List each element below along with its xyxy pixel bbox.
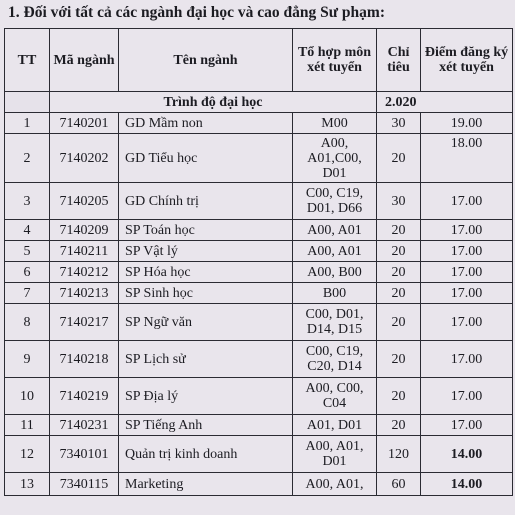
row-tt: 8 bbox=[5, 304, 50, 341]
row-quota: 30 bbox=[377, 183, 421, 220]
row-quota: 30 bbox=[377, 113, 421, 134]
row-name: SP Lịch sử bbox=[119, 341, 293, 378]
row-score: 17.00 bbox=[421, 304, 513, 341]
row-combo: A00, C00, C04 bbox=[293, 378, 377, 415]
row-score: 17.00 bbox=[421, 283, 513, 304]
row-quota: 20 bbox=[377, 283, 421, 304]
table-row bbox=[5, 134, 513, 183]
table-row bbox=[5, 304, 513, 341]
row-tt: 13 bbox=[5, 473, 50, 496]
row-combo: A01, D01 bbox=[293, 415, 377, 436]
header-score: Điểm đăng ký xét tuyển bbox=[421, 29, 513, 92]
row-score: 17.00 bbox=[421, 262, 513, 283]
row-combo: M00 bbox=[293, 113, 377, 134]
row-code: 7140211 bbox=[50, 241, 119, 262]
row-quota: 20 bbox=[377, 220, 421, 241]
row-score: 14.00 bbox=[421, 473, 513, 496]
row-code: 7140201 bbox=[50, 113, 119, 134]
row-name: SP Địa lý bbox=[119, 378, 293, 415]
table-row bbox=[5, 262, 513, 283]
row-tt: 10 bbox=[5, 378, 50, 415]
row-name: GD Mầm non bbox=[119, 113, 293, 134]
row-name: SP Ngữ văn bbox=[119, 304, 293, 341]
row-score: 14.00 bbox=[421, 436, 513, 473]
row-code: 7140231 bbox=[50, 415, 119, 436]
row-tt: 4 bbox=[5, 220, 50, 241]
table-row bbox=[5, 241, 513, 262]
row-code: 7140217 bbox=[50, 304, 119, 341]
table-row bbox=[5, 341, 513, 378]
row-name: GD Tiểu học bbox=[119, 134, 293, 183]
row-code: 7140218 bbox=[50, 341, 119, 378]
row-quota: 60 bbox=[377, 473, 421, 496]
row-score: 18.00 bbox=[421, 134, 513, 183]
table-row bbox=[5, 436, 513, 473]
header-name: Tên ngành bbox=[119, 29, 293, 92]
row-name: SP Tiếng Anh bbox=[119, 415, 293, 436]
row-tt: 9 bbox=[5, 341, 50, 378]
row-score: 17.00 bbox=[421, 378, 513, 415]
row-code: 7140209 bbox=[50, 220, 119, 241]
table-row bbox=[5, 415, 513, 436]
header-combo: Tổ hợp môn xét tuyển bbox=[293, 29, 377, 92]
table-row bbox=[5, 183, 513, 220]
row-code: 7140202 bbox=[50, 134, 119, 183]
row-name: Quản trị kinh doanh bbox=[119, 436, 293, 473]
row-score: 19.00 bbox=[421, 113, 513, 134]
row-code: 7340115 bbox=[50, 473, 119, 496]
row-name: GD Chính trị bbox=[119, 183, 293, 220]
row-tt: 6 bbox=[5, 262, 50, 283]
row-tt: 5 bbox=[5, 241, 50, 262]
section-label: Trình độ đại học bbox=[50, 92, 377, 113]
row-quota: 20 bbox=[377, 341, 421, 378]
row-quota: 20 bbox=[377, 378, 421, 415]
row-quota: 20 bbox=[377, 134, 421, 183]
row-tt: 11 bbox=[5, 415, 50, 436]
row-combo: A00, B00 bbox=[293, 262, 377, 283]
row-name: SP Hóa học bbox=[119, 262, 293, 283]
table-row bbox=[5, 473, 513, 496]
section-row bbox=[5, 92, 513, 113]
table-row bbox=[5, 378, 513, 415]
row-combo: A00, A01, D01 bbox=[293, 436, 377, 473]
header-quota: Chỉ tiêu bbox=[377, 29, 421, 92]
section-blank-cell bbox=[5, 92, 50, 113]
row-name: SP Sinh học bbox=[119, 283, 293, 304]
table-row bbox=[5, 113, 513, 134]
table-row bbox=[5, 220, 513, 241]
row-code: 7340101 bbox=[50, 436, 119, 473]
row-score: 17.00 bbox=[421, 220, 513, 241]
row-score: 17.00 bbox=[421, 241, 513, 262]
row-code: 7140219 bbox=[50, 378, 119, 415]
header-code: Mã ngành bbox=[50, 29, 119, 92]
row-tt: 7 bbox=[5, 283, 50, 304]
row-combo: C00, C19, D01, D66 bbox=[293, 183, 377, 220]
row-quota: 20 bbox=[377, 262, 421, 283]
row-quota: 20 bbox=[377, 415, 421, 436]
row-quota: 120 bbox=[377, 436, 421, 473]
row-combo: A00, A01,C00, D01 bbox=[293, 134, 377, 183]
row-quota: 20 bbox=[377, 304, 421, 341]
row-combo: A00, A01, bbox=[293, 473, 377, 496]
row-name: SP Vật lý bbox=[119, 241, 293, 262]
header-row bbox=[5, 29, 513, 92]
row-name: SP Toán học bbox=[119, 220, 293, 241]
section-quota: 2.020 bbox=[377, 92, 513, 113]
row-code: 7140212 bbox=[50, 262, 119, 283]
row-combo: C00, D01, D14, D15 bbox=[293, 304, 377, 341]
row-code: 7140213 bbox=[50, 283, 119, 304]
row-tt: 2 bbox=[5, 134, 50, 183]
row-tt: 1 bbox=[5, 113, 50, 134]
row-tt: 12 bbox=[5, 436, 50, 473]
row-combo: C00, C19, C20, D14 bbox=[293, 341, 377, 378]
row-score: 17.00 bbox=[421, 183, 513, 220]
row-name: Marketing bbox=[119, 473, 293, 496]
row-tt: 3 bbox=[5, 183, 50, 220]
row-code: 7140205 bbox=[50, 183, 119, 220]
row-score: 17.00 bbox=[421, 415, 513, 436]
row-combo: A00, A01 bbox=[293, 241, 377, 262]
section-heading: 1. Đối với tất cả các ngành đại học và cao đẳng Sư phạm: bbox=[8, 4, 385, 21]
row-combo: B00 bbox=[293, 283, 377, 304]
row-quota: 20 bbox=[377, 241, 421, 262]
admission-table bbox=[4, 28, 513, 496]
header-tt: TT bbox=[5, 29, 50, 92]
table-row bbox=[5, 283, 513, 304]
row-combo: A00, A01 bbox=[293, 220, 377, 241]
row-score: 17.00 bbox=[421, 341, 513, 378]
